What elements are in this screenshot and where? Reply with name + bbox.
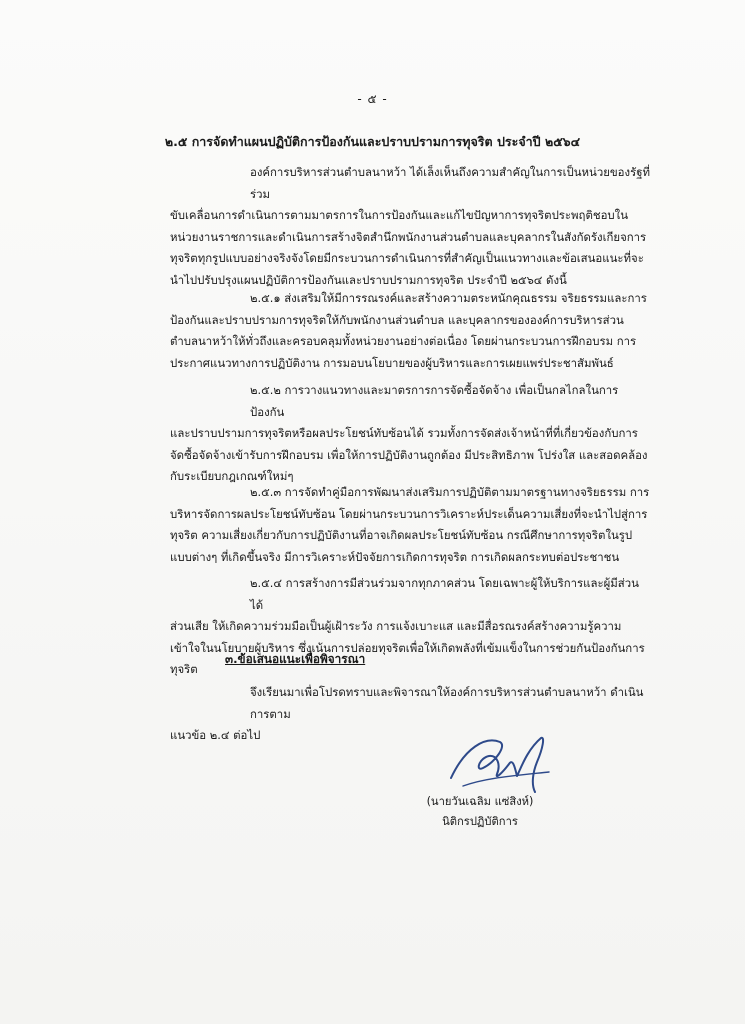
closing-paragraph (170, 682, 650, 747)
intro-body: ขับเคลื่อนการดำเนินการตามมาตรการในการป้องกันและแก้ไขปัญหาการทุจริตประพฤติชอบในหน่วยงานราชการและดำเนินการสร้างจิตสำนึกพนักงานส่วนตำบลและบุคลากรในสังกัดรังเกียจการทุจริตทุกรูปแบบอย่างจริงจังโดยมีกระบวนการดำเนินการที่สำคัญเป็นแนวทางและข้อเสนอแนะที่จะนำไปปรับปรุงแผนปฏิบัติการป้องกันและปราบปรามการทุจริต ประจำปี ๒๕๖๔ ดังนี้ (170, 208, 647, 287)
item-2-5-2 (170, 380, 650, 488)
page-number: - ๕ - (357, 92, 388, 106)
closing-body: แนวข้อ ๒.๔ ต่อไป (170, 728, 261, 742)
signer-position: นิติกรปฏิบัติการ (442, 815, 518, 828)
intro-first-line: องค์การบริหารส่วนตำบลนาหว้า ได้เล็งเห็นถึงความสำคัญในการเป็นหน่วยของรัฐที่ร่วม (250, 165, 650, 201)
handwritten-signature (445, 728, 565, 800)
item-body: ส่วนเสีย ให้เกิดความร่วมมือเป็นผู้เฝ้าระวัง การแจ้งเบาะแส และมีสื่อรณรงค์สร้างความรู้ความเข้าใจในนโยบายผู้บริหาร ซึ่งเน้นการปล่อยทุจริตเพื่อให้เกิดพลังที่เข้มแข็งในการช่วยกันป้องกันการทุจริต (170, 619, 645, 676)
item-body: ป้องกันและปราบปรามการทุจริตให้กับพนักงานส่วนตำบล และบุคลากรขององค์การบริหารส่วนตำบลนาหว้าให้ทั่วถึงและครอบคลุมทั้งหน่วยงานอย่างต่อเนื่อง โดยผ่านกระบวนการฝึกอบรม การประกาศแนวทางการปฏิบัติงาน การมอบนโยบายของผู้บริหารและการเผยแพร่ประชาสัมพันธ์ (170, 312, 637, 370)
item-2-5-1 (170, 288, 650, 374)
intro-paragraph (170, 162, 650, 291)
section-heading: ๒.๕ การจัดทำแผนปฏิบัติการป้องกันและปราบปรามการทุจริต ประจำปี ๒๕๖๔ (164, 134, 581, 149)
item-2-5-3 (170, 482, 650, 568)
closing-first-line: จึงเรียนมาเพื่อโปรดทราบและพิจารณาให้องค์การบริหารส่วนตำบลนาหว้า ดำเนินการตาม (250, 685, 644, 721)
item-body: บริหารจัดการผลประโยชน์ทับซ้อน โดยผ่านกระบวนการวิเคราะห์ประเด็นความเสี่ยงที่จะนำไปสู่การทุจริต ความเสี่ยงเกี่ยวกับการปฏิบัติงานที่อาจเกิดผลประโยชน์ทับซ้อน กรณีศึกษาการทุจริตในรูปแบบต่างๆ ที่เกิดขึ้นจริง มีการวิเคราะห์ปัจจัยการเกิดการทุจริต การเกิดผลกระทบต่อประชาชน (170, 506, 648, 564)
item-body: และปราบปรามการทุจริตหรือผลประโยชน์ทับซ้อนได้ รวมทั้งการจัดส่งเจ้าหน้าที่ที่เกี่ยวข้องกับการจัดซื้อจัดจ้างเข้ารับการฝึกอบรม เพื่อให้การปฏิบัติงานถูกต้อง มีประสิทธิภาพ โปร่งใส และสอดคล้องกับระเบียบกฎเกณฑ์ใหม่ๆ (170, 426, 648, 483)
item-first-line: ๒.๕.๓ การจัดทำคู่มือการพัฒนาส่งเสริมการปฏิบัติตามมาตรฐานทางจริยธรรม การ (250, 485, 650, 499)
signer-name: (นายวันเฉลิม แซ่สิงห์) (426, 795, 534, 808)
item-first-line: ๒.๕.๒ การวางแนวทางและมาตรการการจัดซื้อจัดจ้าง เพื่อเป็นกลไกลในการป้องกัน (250, 383, 619, 419)
item-first-line: ๒.๕.๑ ส่งเสริมให้มีการรณรงค์และสร้างความตระหนักคุณธรรม จริยธรรมและการ (250, 291, 647, 305)
recommendation-heading: ๓.ข้อเสนอแนะเพื่อพิจารณา (225, 652, 366, 666)
item-first-line: ๒.๕.๔ การสร้างการมีส่วนร่วมจากทุกภาคส่วน โดยเฉพาะผู้ให้บริการและผู้มีส่วนได้ (250, 576, 639, 612)
